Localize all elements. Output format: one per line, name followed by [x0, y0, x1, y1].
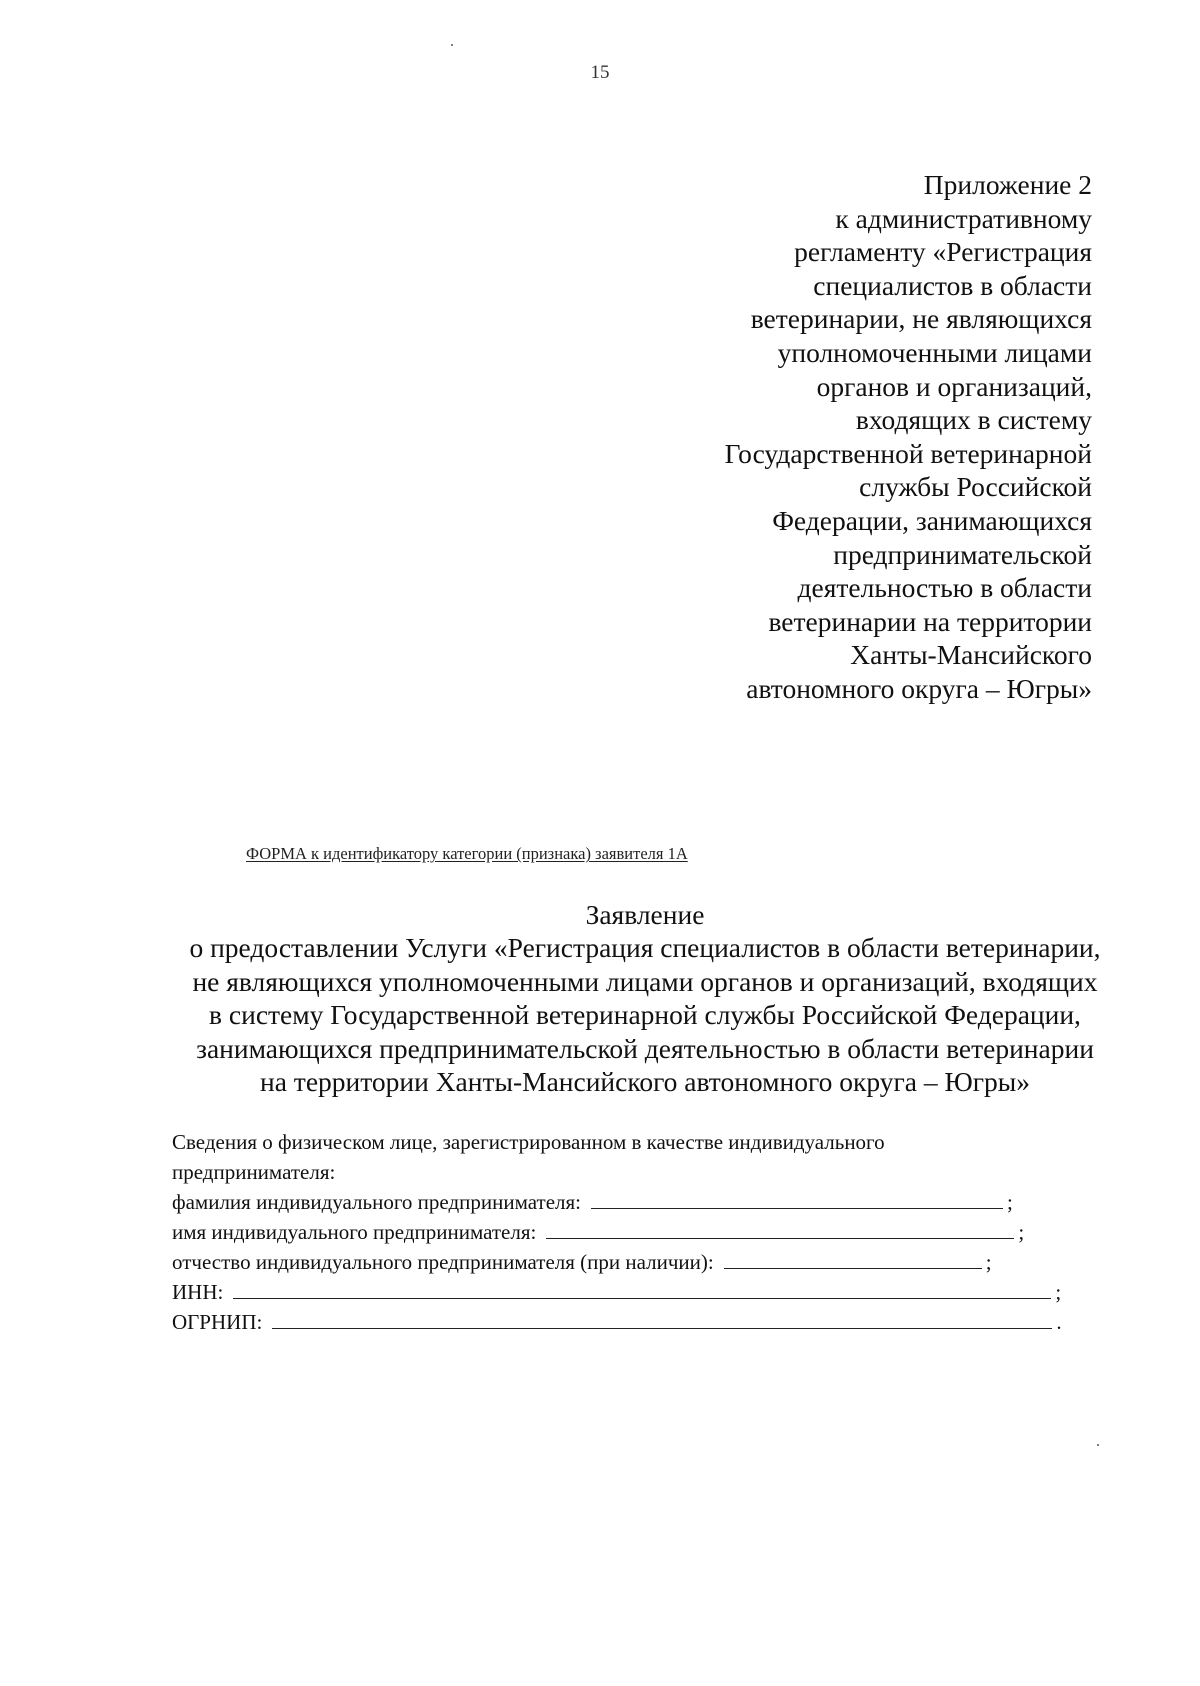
- surname-label: фамилия индивидуального предпринимателя:: [172, 1190, 581, 1214]
- inn-field[interactable]: [233, 1278, 1051, 1299]
- field-row-surname: [172, 1187, 1092, 1217]
- patronymic-field[interactable]: [724, 1248, 982, 1269]
- appendix-line: деятельностью в области: [797, 572, 1092, 604]
- inn-label: ИНН:: [172, 1280, 224, 1304]
- appendix-line: Федерации, занимающихся: [772, 504, 1092, 536]
- statement-line: занимающихся предпринимательской деятельностью в области ветеринарии: [196, 1032, 1094, 1064]
- field-terminator: ;: [1007, 1190, 1013, 1214]
- applicant-info-section: [172, 1127, 1092, 1337]
- statement-title: Заявление: [585, 899, 705, 930]
- intro-line: предпринимателя:: [172, 1160, 336, 1184]
- appendix-line: автономного округа – Югры»: [746, 672, 1092, 704]
- appendix-line: Ханты-Мансийского: [850, 639, 1092, 671]
- appendix-line: регламенту «Регистрация: [794, 236, 1092, 268]
- patronymic-label: отчество индивидуального предпринимателя (при наличии):: [172, 1250, 714, 1274]
- appendix-line: специалистов в области: [813, 269, 1092, 301]
- field-row-name: [172, 1217, 1092, 1247]
- statement-line: на территории Ханты-Мансийского автономного округа – Югры»: [260, 1066, 1030, 1098]
- page-number: 15: [590, 62, 610, 83]
- field-row-ogrnip: [172, 1307, 1092, 1337]
- appendix-line: Приложение 2: [923, 169, 1092, 200]
- field-terminator: ;: [985, 1250, 992, 1274]
- field-row-patronymic: [172, 1247, 1092, 1277]
- name-label: имя индивидуального предпринимателя:: [172, 1220, 537, 1244]
- field-terminator: ;: [1018, 1220, 1025, 1244]
- appendix-line: к административному: [835, 202, 1092, 234]
- name-field[interactable]: [546, 1218, 1014, 1239]
- appendix-line: предпринимательской: [833, 538, 1092, 570]
- scan-speck: [1097, 1444, 1099, 1446]
- field-row-inn: [172, 1277, 1092, 1307]
- surname-field[interactable]: [591, 1188, 1003, 1209]
- appendix-line: уполномоченными лицами: [777, 336, 1092, 368]
- statement-block: [100, 898, 1190, 1098]
- statement-line: в систему Государственной ветеринарной службы Российской Федерации,: [209, 999, 1081, 1031]
- appendix-line: ветеринарии, не являющихся: [750, 303, 1092, 335]
- appendix-line: Государственной ветеринарной: [724, 437, 1092, 469]
- scan-speck: [451, 44, 453, 46]
- statement-line: не являющихся уполномоченными лицами органов и организаций, входящих: [192, 965, 1098, 997]
- field-terminator: .: [1056, 1310, 1062, 1334]
- appendix-line: органов и организаций,: [816, 370, 1092, 402]
- statement-line: о предоставлении Услуги «Регистрация специалистов в области ветеринарии,: [189, 932, 1101, 964]
- ogrnip-field[interactable]: [272, 1308, 1052, 1329]
- appendix-line: ветеринарии на территории: [768, 605, 1092, 637]
- intro-line: Сведения о физическом лице, зарегистрированном в качестве индивидуального: [172, 1130, 885, 1154]
- field-terminator: ;: [1055, 1280, 1062, 1304]
- appendix-header: [532, 168, 1092, 706]
- appendix-line: входящих в систему: [855, 404, 1092, 436]
- ogrnip-label: ОГРНИП:: [172, 1310, 263, 1334]
- appendix-line: службы Российской: [859, 471, 1092, 503]
- form-reference: ФОРМА к идентификатору категории (признака) заявителя 1А: [246, 844, 688, 863]
